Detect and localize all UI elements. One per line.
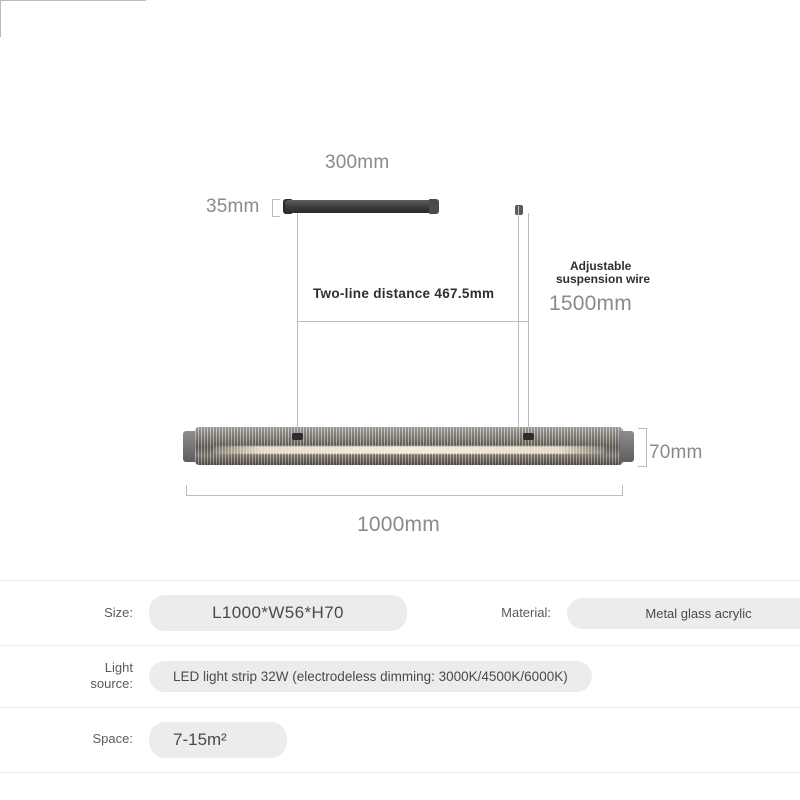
spec-light-source-key-line2: source: [90,676,133,692]
lamp-mount-left [292,433,303,440]
spec-light-source-key [55,660,133,693]
spec-size-key: Size: [104,604,133,620]
lamp-end-cap-right [620,431,634,462]
suspension-length-measure [518,206,519,436]
suspension-wire-right [528,213,529,435]
spec-row-light-source [0,646,800,708]
body-height-bracket [638,428,647,467]
spec-space [0,722,287,758]
spec-space-value: 7-15m² [149,722,287,758]
plate-height-label: 35mm [206,196,260,217]
body-height-label: 70mm [649,442,703,463]
spec-material [473,598,800,629]
led-strip-glow [213,446,605,454]
top-width-tick-right [0,19,1,37]
adjustable-wire-label-line1: Adjustable [570,259,632,273]
spec-material-key: Material: [501,604,551,620]
spec-size [0,595,407,631]
plate-height-bracket [272,199,280,217]
total-length-tick-left [186,485,187,496]
two-line-distance-measure [297,321,528,322]
spec-material-value: Metal glass acrylic [567,598,800,629]
suspension-length-label: 1500mm [549,292,632,315]
ceiling-plate-cap-right [429,199,439,214]
top-width-tick-left [0,1,1,19]
spec-row-size [0,580,800,646]
lamp-mount-right [523,433,534,440]
ceiling-mount-plate [285,200,437,213]
lamp-body [183,425,634,467]
top-width-label: 300mm [325,152,390,173]
spec-light-source-key-line1: Light [104,660,133,675]
spec-row-space [0,708,800,773]
specification-table [0,580,800,773]
spec-light-source-value: LED light strip 32W (electrodeless dimming: 3000K/4500K/6000K) [149,661,592,692]
spec-light-source [0,660,592,693]
adjustable-wire-label-line2: suspension wire [556,272,651,286]
total-length-measure-line [186,495,623,496]
two-line-distance-label: Two-line distance 467.5mm [313,286,495,301]
spec-size-value: L1000*W56*H70 [149,595,407,631]
top-width-measure-line [0,0,146,1]
spec-space-key: Space: [92,731,133,747]
total-length-label: 1000mm [357,513,440,536]
total-length-tick-right [622,485,623,496]
suspension-wire-cap [515,205,523,215]
suspension-wire-left [297,213,298,435]
